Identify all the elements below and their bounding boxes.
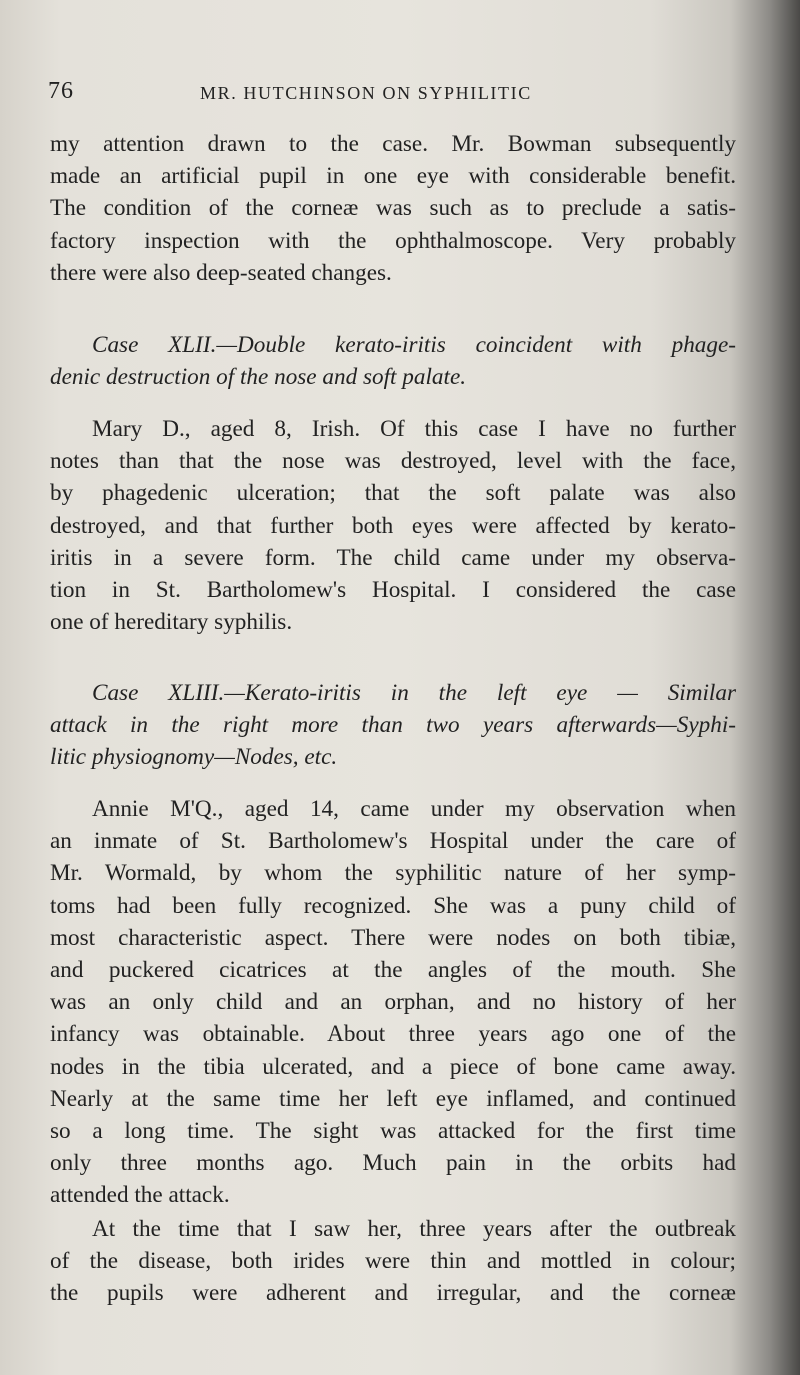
paragraph-continued	[50, 1213, 736, 1310]
heading-line: Case XLII.—Double kerato-iritis coincident with phage-	[92, 332, 736, 358]
text-line: most characteristic aspect. There were nodes on both tibiæ,	[50, 924, 736, 951]
heading-line: attack in the right more than two years afterwards—Syphi-	[50, 712, 736, 739]
paragraph-case-xliii	[50, 793, 736, 1211]
text-line: toms had been fully recognized. She was a puny child of	[50, 892, 736, 919]
text-line: The condition of the corneæ was such as to preclude a satis-	[50, 195, 736, 222]
page-number: 76	[48, 78, 74, 104]
text-line: one of hereditary syphilis.	[50, 609, 293, 636]
text-line: made an artificial pupil in one eye with considerable benefit.	[50, 163, 736, 190]
text-line: nodes in the tibia ulcerated, and a piece of bone came away.	[50, 1053, 736, 1080]
text-line: and puckered cicatrices at the angles of the mouth. She	[50, 956, 736, 983]
text-line: At the time that I saw her, three years after the outbreak	[92, 1216, 736, 1242]
text-line: factory inspection with the ophthalmoscope. Very probably	[50, 227, 736, 254]
text-line: infancy was obtainable. About three years ago one of the	[50, 1021, 736, 1048]
text-line: Mr. Wormald, by whom the syphilitic nature of her symp-	[50, 860, 736, 887]
text-line: by phagedenic ulceration; that the soft palate was also	[50, 480, 736, 507]
text-line: tion in St. Bartholomew's Hospital. I considered the case	[50, 576, 736, 603]
text-line: Nearly at the same time her left eye inflamed, and continued	[50, 1085, 736, 1112]
text-line: iritis in a severe form. The child came under my observa-	[50, 544, 736, 571]
case-heading-xlii	[50, 329, 736, 393]
case-heading-xliii	[50, 677, 736, 774]
paragraph-continuation	[50, 128, 736, 289]
text-line: there were also deep-seated changes.	[50, 259, 392, 286]
text-line: Annie M'Q., aged 14, came under my observation when	[92, 796, 736, 822]
text-line: of the disease, both irides were thin and mottled in colour;	[50, 1248, 736, 1275]
text-line: attended the attack.	[50, 1182, 230, 1209]
text-line: an inmate of St. Bartholomew's Hospital under the care of	[50, 828, 736, 855]
text-line: destroyed, and that further both eyes were affected by kerato-	[50, 512, 736, 539]
heading-line: litic physiognomy—Nodes, etc.	[50, 744, 338, 771]
running-head	[48, 78, 738, 106]
text-line: was an only child and an orphan, and no history of her	[50, 989, 736, 1016]
text-line: my attention drawn to the case. Mr. Bowman subsequently	[50, 131, 736, 157]
text-line: notes than that the nose was destroyed, level with the face,	[50, 448, 736, 475]
text-line: Mary D., aged 8, Irish. Of this case I have no further	[92, 416, 736, 442]
text-line: the pupils were adherent and irregular, and the corneæ	[50, 1280, 736, 1307]
text-line: so a long time. The sight was attacked for the first time	[50, 1117, 736, 1144]
heading-line: denic destruction of the nose and soft palate.	[50, 364, 467, 391]
paragraph-case-xlii	[50, 413, 736, 638]
running-title: MR. HUTCHINSON ON SYPHILITIC	[200, 83, 532, 103]
text-line: only three months ago. Much pain in the orbits had	[50, 1150, 736, 1177]
heading-line: Case XLIII.—Kerato-iritis in the left eye — Similar	[92, 680, 736, 706]
